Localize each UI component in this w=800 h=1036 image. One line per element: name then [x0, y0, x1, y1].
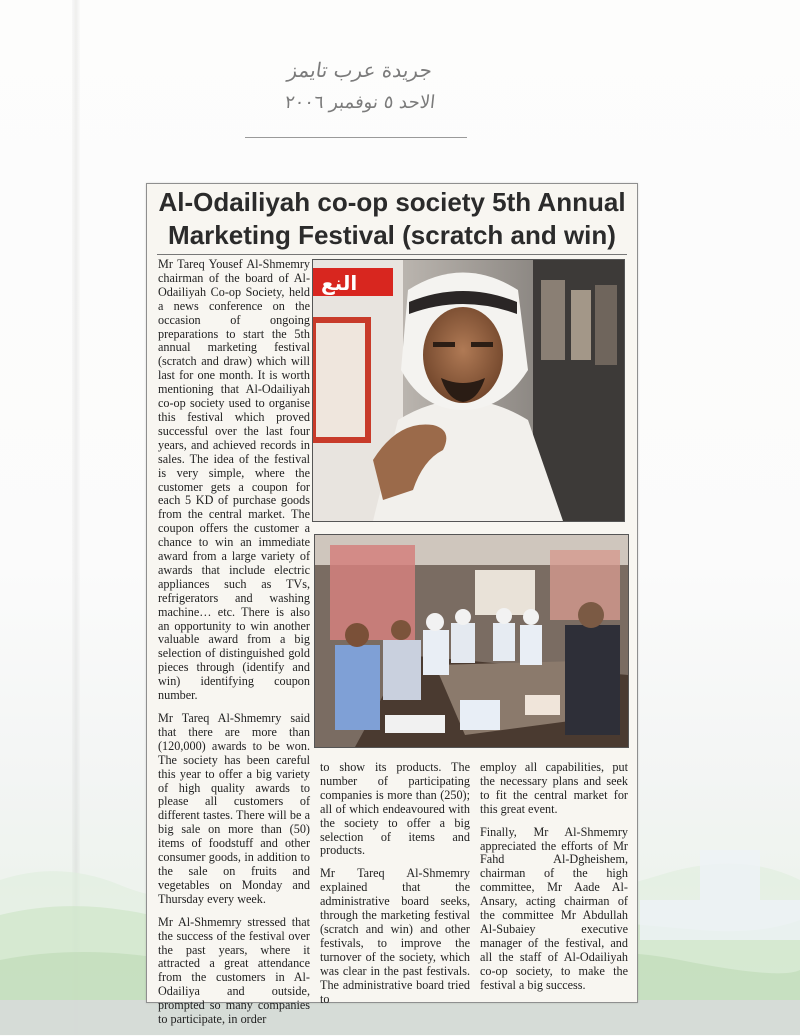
- handwritten-newspaper-name: جريدة عرب تايمز: [286, 58, 434, 82]
- article-paragraph: Finally, Mr Al-Shmemry appreciated the efforts of Mr Fahd Al-Dgheishem, chairman of the high committee, Mr Aade Al-Ansary, acting chairman of the committee Mr Abdullah Al-Subaiey executive manager of the festival, and all the staff of Al-Odailiyah co-op society, to make the festival a big success.: [480, 824, 628, 992]
- handwritten-date: الاحد ٥ نوفمبر ٢٠٠٦: [283, 92, 437, 113]
- article-column-3: [480, 761, 628, 1002]
- article-paragraph: employ all capabilities, put the necessary plans and seek to fit the central market for this great event.: [480, 760, 628, 816]
- article-paragraph: Mr Al-Shmemry stressed that the success of the festival over the past years, where it attracted a great attendance from the customers in Al-Odailiya and outside, prompted so many companies to participate, in order: [158, 914, 310, 1027]
- news-conference-photo: [314, 534, 629, 748]
- article-paragraph: Mr Tareq Al-Shmemry said that there are more than (120,000) awards to be won. The society has been careful this year to offer a big variety of high quality awards to please all customers of different tastes. There will be a big sale on more than (50) items of foodstuff and other consumer goods, in addition to the sale on fruits and vegetables on Monday and Thursday every week.: [158, 711, 310, 906]
- background-sign-text: النع: [321, 271, 358, 295]
- article-paragraph: Mr Tareq Yousef Al-Shmemry chairman of the board of Al-Odailiyah Co-op Society, held a news conference on the occasion of ongoing preparations to start the 5th annual marketing festival (scratch and draw) which will last for one month. It is worth mentioning that Al-Odailiyah co-op society used to organise this festival which proved successful over the last four years, and achieved records in sales. The idea of the festival is very simple, where the customer gets a coupon for each 5 KD of purchase goods from the central market. The coupon offers the customer a chance to win an immediate award from a large variety of awards that include electric appliances such as TVs, refrigerators and washing machine… etc. There is also an opportunity to win another valuable award from a big selection of distinguished gold pieces through (identify and win) identifying coupon number.: [158, 257, 310, 703]
- article-paragraph: to show its products. The number of participating companies is more than (250); all of which endeavoured with the society to offer a big selection of items and products.: [320, 760, 470, 858]
- headline-divider: [157, 254, 627, 255]
- article-column-1: [158, 258, 310, 1036]
- article-paragraph: Mr Tareq Al-Shmemry explained that the administrative board seeks, through the marketing festival (scratch and win) and other festivals, to improve the turnover of the society, which was clear in the past festivals. The administrative board tried to: [320, 866, 470, 1006]
- article-column-2: [320, 761, 470, 1015]
- chairman-portrait-photo: [312, 259, 625, 522]
- newspaper-clipping: [146, 183, 638, 1027]
- handwritten-source-note: [245, 55, 475, 145]
- headline-line-2: Marketing Festival (scratch and win): [168, 220, 616, 250]
- article-headline: [147, 186, 637, 252]
- headline-line-1: Al-Odailiyah co-op society 5th Annual: [158, 187, 626, 217]
- handwritten-underline: [245, 137, 467, 138]
